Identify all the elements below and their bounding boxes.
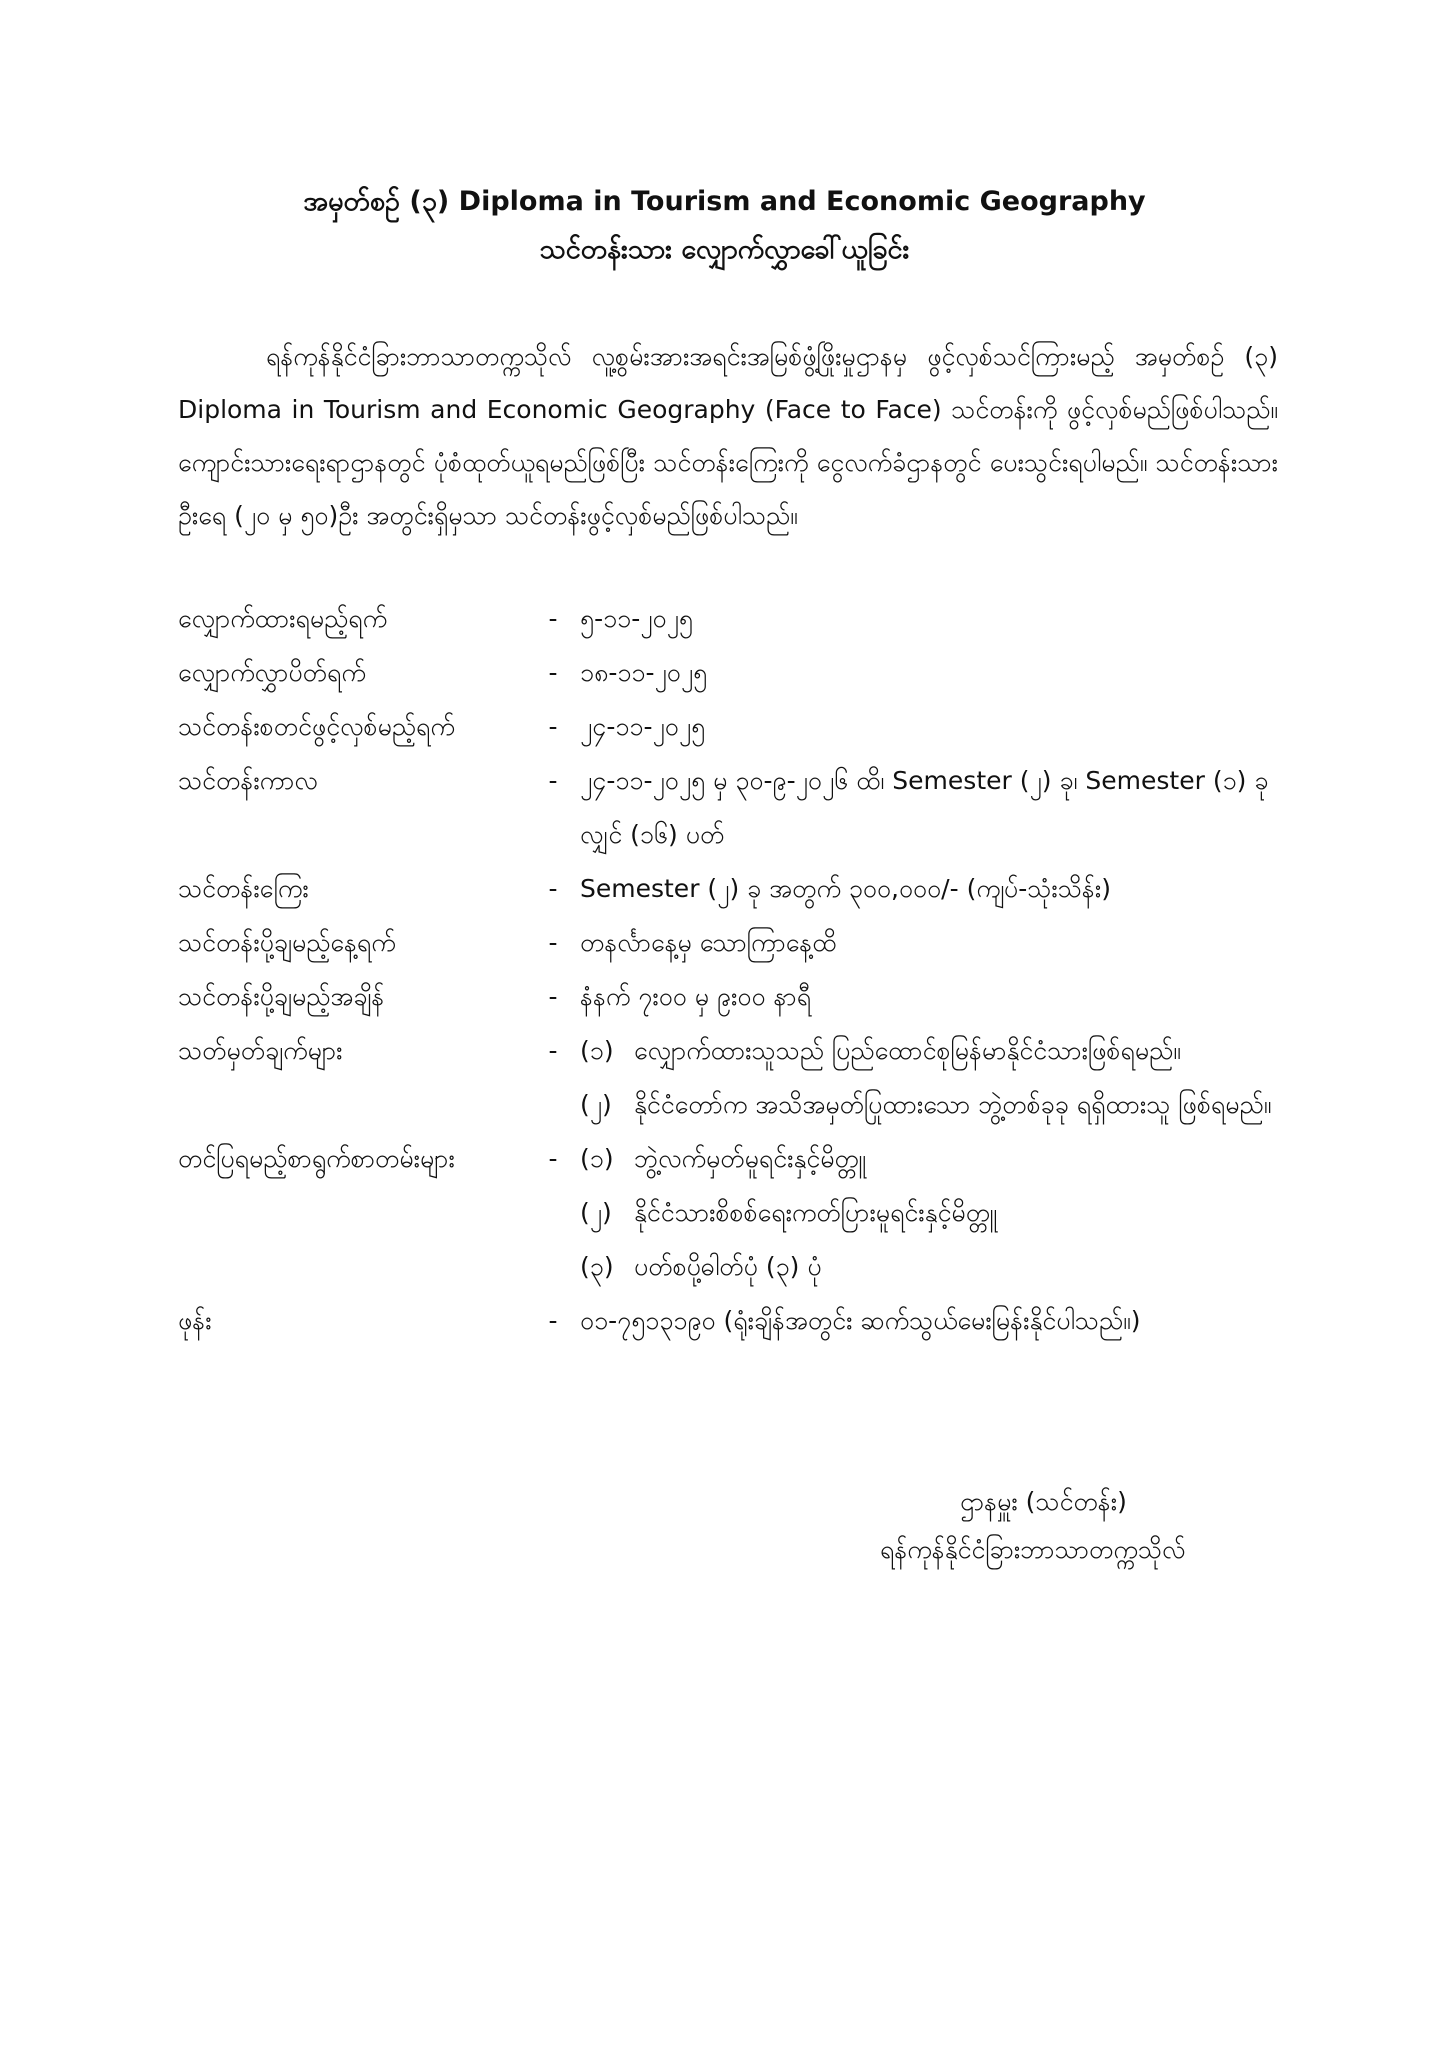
detail-row-qualifications <box>178 1024 1288 1132</box>
list-item-number: (၃) <box>580 1252 614 1281</box>
detail-label: သတ်မှတ်ချက်များ <box>178 1036 343 1065</box>
detail-row-duration <box>178 754 1288 862</box>
detail-dash: - <box>548 1306 558 1335</box>
list-item-number: (၁) <box>580 1144 614 1173</box>
detail-label: သင်တန်းကြေး <box>178 874 309 903</box>
detail-label: ဖုန်း <box>178 1306 212 1335</box>
detail-row-fee <box>178 862 1288 916</box>
list-item <box>580 1132 1288 1186</box>
list-item-number: (၁) <box>580 1036 614 1065</box>
detail-dash: - <box>548 604 558 633</box>
detail-label: သင်တန်းကာလ <box>178 766 318 795</box>
detail-value: တနင်္လာနေ့မှ သောကြာနေ့ထိ <box>580 928 837 957</box>
detail-label: သင်တန်းပို့ချမည့်အချိန် <box>178 982 385 1011</box>
detail-row-documents <box>178 1132 1288 1294</box>
details-list <box>178 592 1288 1348</box>
detail-dash: - <box>548 982 558 1011</box>
detail-label: သင်တန်းစတင်ဖွင့်လှစ်မည့်ရက် <box>178 712 455 741</box>
page-title: အမှတ်စဉ် (၃) Diploma in Tourism and Economic Geography <box>303 186 1146 217</box>
detail-value: နံနက် ၇း၀၀ မှ ၉း၀၀ နာရီ <box>580 982 812 1011</box>
detail-row-apply-date <box>178 592 1288 646</box>
list-item-text: ပတ်စပို့ဓါတ်ပုံ (၃) ပုံ <box>634 1252 822 1281</box>
detail-value: ၂၄-၁၁-၂၀၂၅ မှ ၃၀-၉-၂၀၂၆ ထိ၊ Semester (၂) ခု၊ Semester (၁) ခုလျှင် (၁၆) ပတ် <box>580 766 1269 849</box>
list-item <box>580 1186 1288 1240</box>
signature-block <box>880 1478 1280 1574</box>
detail-label: သင်တန်းပို့ချမည့်နေ့ရက် <box>178 928 396 957</box>
list-item <box>580 1024 1288 1078</box>
intro-paragraph: ရန်ကုန်နိုင်ငံခြားဘာသာတက္ကသိုလ် လူ့စွမ်းအားအရင်းအမြစ်ဖွံ့ဖြိုးမှုဌာနမှ ဖွင့်လှစ်သင်ကြားမည့် အမှတ်စဉ် (၃) Diploma in Tourism and Economic Geography (Face to Face) သင်တန်းကို ဖွင့်လှစ်မည်ဖြစ်ပါသည်။ ကျောင်းသားရေးရာဌာနတွင် ပုံစံထုတ်ယူရမည်ဖြစ်ပြီး သင်တန်းကြေးကို ငွေလက်ခံဌာနတွင် ပေးသွင်းရပါမည်။ သင်တန်းသားဦးရေ (၂၀ မှ ၅၀)ဦး အတွင်းရှိမှသာ သင်တန်းဖွင့်လှစ်မည်ဖြစ်ပါသည်။ <box>178 342 1278 530</box>
detail-row-closing-date <box>178 646 1288 700</box>
detail-value: Semester (၂) ခု အတွက် ၃၀၀,၀၀၀/- (ကျပ်-သုံးသိန်း) <box>580 874 1111 903</box>
list-item-text: နိုင်ငံသားစိစစ်ရေးကတ်ပြားမူရင်းနှင့်မိတ္တူ <box>634 1198 998 1227</box>
page-subtitle: သင်တန်းသား လျှောက်လွှာခေါ်ယူခြင်း <box>539 234 910 265</box>
detail-dash: - <box>548 1144 558 1173</box>
list-item-number: (၂) <box>580 1090 612 1119</box>
list-item-text: နိုင်ငံတော်က အသိအမှတ်ပြုထားသော ဘွဲ့တစ်ခုခု ရရှိထားသူ ဖြစ်ရမည်။ <box>634 1090 1272 1119</box>
list-item <box>580 1240 1288 1294</box>
list-item <box>580 1078 1288 1132</box>
documents-list <box>580 1132 1288 1294</box>
detail-value: ၅-၁၁-၂၀၂၅ <box>580 604 693 633</box>
list-item-text: လျှောက်ထားသူသည် ပြည်ထောင်စုမြန်မာနိုင်ငံသားဖြစ်ရမည်။ <box>634 1036 1181 1065</box>
detail-value: ၁၈-၁၁-၂၀၂၅ <box>580 658 708 687</box>
qualifications-list <box>580 1024 1288 1132</box>
detail-label: တင်ပြရမည့်စာရွက်စာတမ်းများ <box>178 1144 455 1173</box>
detail-label: လျှောက်လွှာပိတ်ရက် <box>178 658 366 687</box>
detail-row-phone <box>178 1294 1288 1348</box>
detail-label: လျှောက်ထားရမည့်ရက် <box>178 604 388 633</box>
phone-number: ၀၁-၇၅၁၃၁၉၀ (ရုံးချိန်အတွင်း ဆက်သွယ်မေးမြန်းနိုင်ပါသည်။) <box>580 1306 1141 1335</box>
signatory-organization: ရန်ကုန်နိုင်ငံခြားဘာသာတက္ကသိုလ် <box>880 1535 1186 1564</box>
list-item-text: ဘွဲ့လက်မှတ်မူရင်းနှင့်မိတ္တူ <box>634 1144 867 1173</box>
list-item-number: (၂) <box>580 1198 612 1227</box>
detail-row-class-days <box>178 916 1288 970</box>
document-header <box>0 178 1449 274</box>
detail-dash: - <box>548 928 558 957</box>
intro-section <box>178 330 1278 542</box>
detail-value: ၂၄-၁၁-၂၀၂၅ <box>580 712 706 741</box>
signatory-title: ဌာနမှူး (သင်တန်း) <box>960 1487 1127 1516</box>
detail-dash: - <box>548 874 558 903</box>
detail-dash: - <box>548 712 558 741</box>
detail-dash: - <box>548 658 558 687</box>
detail-dash: - <box>548 1036 558 1065</box>
detail-row-class-time <box>178 970 1288 1024</box>
detail-dash: - <box>548 766 558 795</box>
detail-row-start-date <box>178 700 1288 754</box>
